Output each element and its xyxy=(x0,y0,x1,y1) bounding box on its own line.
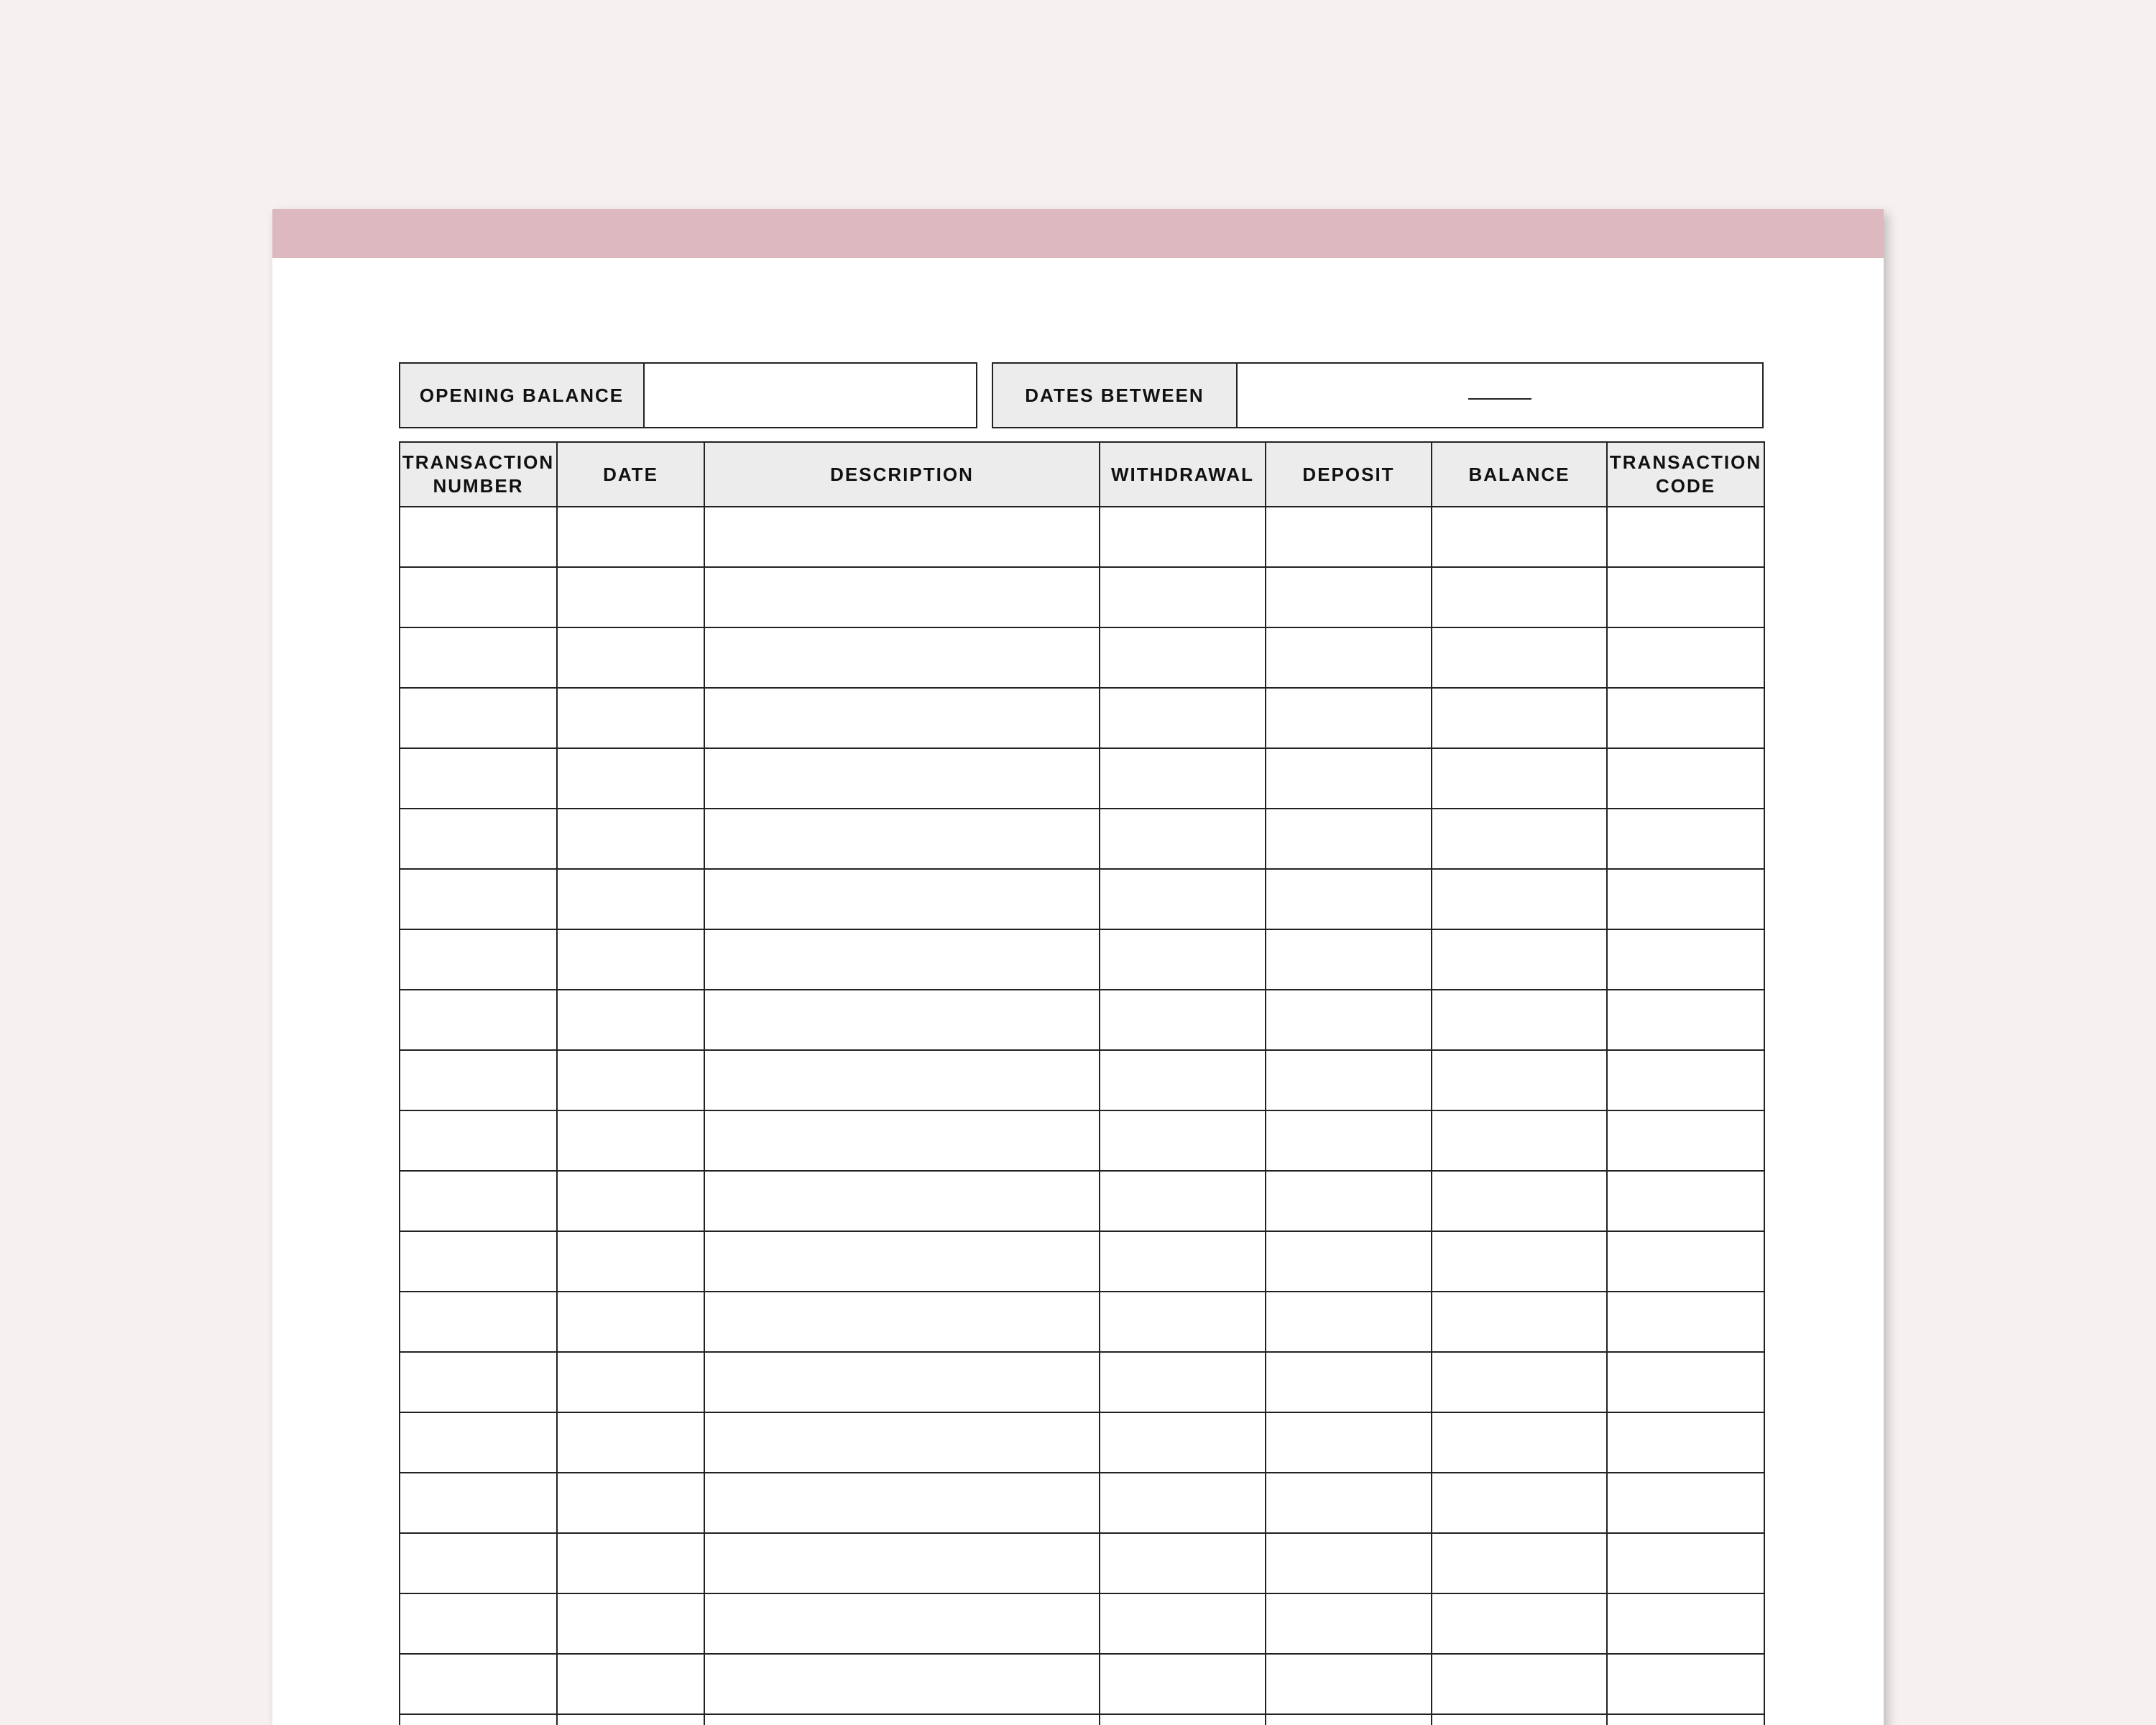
cell-description[interactable] xyxy=(704,1473,1100,1533)
cell-description[interactable] xyxy=(704,1593,1100,1654)
cell-description[interactable] xyxy=(704,567,1100,627)
cell-date[interactable] xyxy=(557,929,704,990)
cell-withdrawal[interactable] xyxy=(1100,1231,1266,1292)
cell-date[interactable] xyxy=(557,1292,704,1352)
table-row xyxy=(400,1110,1764,1171)
column-header-transaction-number: TRANSACTION NUMBER xyxy=(400,442,557,507)
cell-transaction-number[interactable] xyxy=(400,1473,557,1533)
table-row xyxy=(400,1593,1764,1654)
table-row xyxy=(400,1352,1764,1412)
cell-deposit[interactable] xyxy=(1266,1593,1432,1654)
cell-transaction-number[interactable] xyxy=(400,869,557,929)
table-row xyxy=(400,507,1764,567)
table-row xyxy=(400,1412,1764,1473)
table-row xyxy=(400,1231,1764,1292)
cell-deposit[interactable] xyxy=(1266,1171,1432,1231)
opening-balance-field[interactable] xyxy=(645,364,976,427)
cell-deposit[interactable] xyxy=(1266,1533,1432,1593)
ledger-sheet xyxy=(272,209,1884,1725)
table-row xyxy=(400,1050,1764,1110)
cell-transaction-number[interactable] xyxy=(400,567,557,627)
cell-transaction-code[interactable] xyxy=(1607,748,1764,809)
cell-description[interactable] xyxy=(704,1171,1100,1231)
cell-description[interactable] xyxy=(704,1654,1100,1714)
cell-description[interactable] xyxy=(704,869,1100,929)
cell-deposit[interactable] xyxy=(1266,1412,1432,1473)
cell-balance[interactable] xyxy=(1432,1533,1607,1593)
cell-transaction-number[interactable] xyxy=(400,1231,557,1292)
cell-transaction-number[interactable] xyxy=(400,1412,557,1473)
cell-transaction-code[interactable] xyxy=(1607,1050,1764,1110)
cell-description[interactable] xyxy=(704,627,1100,688)
table-row xyxy=(400,929,1764,990)
cell-deposit[interactable] xyxy=(1266,1231,1432,1292)
cell-balance[interactable] xyxy=(1432,1050,1607,1110)
cell-description[interactable] xyxy=(704,1714,1100,1725)
cell-balance[interactable] xyxy=(1432,1412,1607,1473)
cell-deposit[interactable] xyxy=(1266,929,1432,990)
cell-description[interactable] xyxy=(704,990,1100,1050)
cell-balance[interactable] xyxy=(1432,809,1607,869)
cell-deposit[interactable] xyxy=(1266,748,1432,809)
table-body xyxy=(400,507,1764,1725)
cell-withdrawal[interactable] xyxy=(1100,567,1266,627)
cell-deposit[interactable] xyxy=(1266,1110,1432,1171)
cell-transaction-code[interactable] xyxy=(1607,1533,1764,1593)
dates-between-field[interactable] xyxy=(1238,364,1762,427)
cell-transaction-code[interactable] xyxy=(1607,1654,1764,1714)
cell-deposit[interactable] xyxy=(1266,990,1432,1050)
cell-transaction-code[interactable] xyxy=(1607,809,1764,869)
cell-description[interactable] xyxy=(704,809,1100,869)
cell-date[interactable] xyxy=(557,1050,704,1110)
column-header-withdrawal: WITHDRAWAL xyxy=(1100,442,1266,507)
cell-transaction-number[interactable] xyxy=(400,627,557,688)
cell-deposit[interactable] xyxy=(1266,1050,1432,1110)
dates-between-label: DATES BETWEEN xyxy=(993,364,1238,427)
cell-transaction-number[interactable] xyxy=(400,809,557,869)
cell-withdrawal[interactable] xyxy=(1100,1473,1266,1533)
cell-balance[interactable] xyxy=(1432,1593,1607,1654)
cell-date[interactable] xyxy=(557,1352,704,1412)
cell-withdrawal[interactable] xyxy=(1100,869,1266,929)
cell-date[interactable] xyxy=(557,1231,704,1292)
cell-balance[interactable] xyxy=(1432,990,1607,1050)
cell-date[interactable] xyxy=(557,627,704,688)
cell-withdrawal[interactable] xyxy=(1100,1171,1266,1231)
cell-date[interactable] xyxy=(557,1171,704,1231)
cell-balance[interactable] xyxy=(1432,929,1607,990)
cell-transaction-number[interactable] xyxy=(400,1533,557,1593)
cell-deposit[interactable] xyxy=(1266,1352,1432,1412)
cell-transaction-code[interactable] xyxy=(1607,1593,1764,1654)
cell-date[interactable] xyxy=(557,507,704,567)
cell-balance[interactable] xyxy=(1432,1292,1607,1352)
cell-withdrawal[interactable] xyxy=(1100,1050,1266,1110)
cell-transaction-code[interactable] xyxy=(1607,1412,1764,1473)
transaction-table xyxy=(399,441,1765,1725)
column-header-transaction-code: TRANSACTION CODE xyxy=(1607,442,1764,507)
table-row xyxy=(400,1714,1764,1725)
cell-deposit[interactable] xyxy=(1266,869,1432,929)
cell-withdrawal[interactable] xyxy=(1100,809,1266,869)
cell-balance[interactable] xyxy=(1432,1654,1607,1714)
cell-date[interactable] xyxy=(557,869,704,929)
cell-withdrawal[interactable] xyxy=(1100,1654,1266,1714)
cell-withdrawal[interactable] xyxy=(1100,1593,1266,1654)
cell-balance[interactable] xyxy=(1432,688,1607,748)
cell-deposit[interactable] xyxy=(1266,567,1432,627)
cell-description[interactable] xyxy=(704,748,1100,809)
cell-description[interactable] xyxy=(704,507,1100,567)
column-header-date: DATE xyxy=(557,442,704,507)
table-row xyxy=(400,567,1764,627)
cell-transaction-code[interactable] xyxy=(1607,929,1764,990)
cell-transaction-number[interactable] xyxy=(400,1110,557,1171)
cell-transaction-code[interactable] xyxy=(1607,869,1764,929)
cell-description[interactable] xyxy=(704,1292,1100,1352)
cell-deposit[interactable] xyxy=(1266,507,1432,567)
opening-balance-label: OPENING BALANCE xyxy=(400,364,645,427)
cell-transaction-number[interactable] xyxy=(400,1593,557,1654)
cell-balance[interactable] xyxy=(1432,567,1607,627)
table-row xyxy=(400,809,1764,869)
cell-date[interactable] xyxy=(557,1533,704,1593)
cell-date[interactable] xyxy=(557,1473,704,1533)
cell-transaction-number[interactable] xyxy=(400,1714,557,1725)
cell-deposit[interactable] xyxy=(1266,688,1432,748)
cell-description[interactable] xyxy=(704,1352,1100,1412)
cell-transaction-number[interactable] xyxy=(400,929,557,990)
cell-withdrawal[interactable] xyxy=(1100,748,1266,809)
cell-transaction-code[interactable] xyxy=(1607,1714,1764,1725)
opening-balance-box xyxy=(399,362,977,428)
cell-withdrawal[interactable] xyxy=(1100,1412,1266,1473)
table-row xyxy=(400,1473,1764,1533)
cell-withdrawal[interactable] xyxy=(1100,929,1266,990)
cell-deposit[interactable] xyxy=(1266,1292,1432,1352)
cell-date[interactable] xyxy=(557,1593,704,1654)
cell-balance[interactable] xyxy=(1432,748,1607,809)
table-row xyxy=(400,688,1764,748)
table-row xyxy=(400,1171,1764,1231)
cell-date[interactable] xyxy=(557,748,704,809)
cell-date[interactable] xyxy=(557,688,704,748)
table-row xyxy=(400,748,1764,809)
cell-balance[interactable] xyxy=(1432,1352,1607,1412)
table-row xyxy=(400,1292,1764,1352)
column-header-description: DESCRIPTION xyxy=(704,442,1100,507)
cell-description[interactable] xyxy=(704,1050,1100,1110)
cell-description[interactable] xyxy=(704,1110,1100,1171)
cell-deposit[interactable] xyxy=(1266,809,1432,869)
cell-deposit[interactable] xyxy=(1266,1714,1432,1725)
column-header-deposit: DEPOSIT xyxy=(1266,442,1432,507)
cell-description[interactable] xyxy=(704,929,1100,990)
column-header-balance: BALANCE xyxy=(1432,442,1607,507)
cell-balance[interactable] xyxy=(1432,507,1607,567)
cell-transaction-number[interactable] xyxy=(400,748,557,809)
cell-transaction-number[interactable] xyxy=(400,1050,557,1110)
cell-deposit[interactable] xyxy=(1266,1473,1432,1533)
cell-transaction-number[interactable] xyxy=(400,1352,557,1412)
date-range-separator xyxy=(1468,398,1531,400)
cell-withdrawal[interactable] xyxy=(1100,1533,1266,1593)
cell-transaction-code[interactable] xyxy=(1607,688,1764,748)
table-row xyxy=(400,627,1764,688)
cell-withdrawal[interactable] xyxy=(1100,1110,1266,1171)
cell-description[interactable] xyxy=(704,1231,1100,1292)
cell-transaction-code[interactable] xyxy=(1607,1473,1764,1533)
cell-deposit[interactable] xyxy=(1266,627,1432,688)
cell-transaction-code[interactable] xyxy=(1607,1292,1764,1352)
cell-balance[interactable] xyxy=(1432,1110,1607,1171)
cell-withdrawal[interactable] xyxy=(1100,507,1266,567)
cell-transaction-number[interactable] xyxy=(400,1171,557,1231)
table-row xyxy=(400,1533,1764,1593)
table-row xyxy=(400,1654,1764,1714)
cell-transaction-number[interactable] xyxy=(400,1654,557,1714)
cell-date[interactable] xyxy=(557,990,704,1050)
cell-withdrawal[interactable] xyxy=(1100,627,1266,688)
cell-date[interactable] xyxy=(557,1412,704,1473)
table-header-row xyxy=(400,442,1764,507)
cell-transaction-number[interactable] xyxy=(400,990,557,1050)
cell-withdrawal[interactable] xyxy=(1100,1714,1266,1725)
table-row xyxy=(400,990,1764,1050)
cell-transaction-code[interactable] xyxy=(1607,567,1764,627)
cell-date[interactable] xyxy=(557,1110,704,1171)
cell-balance[interactable] xyxy=(1432,1714,1607,1725)
cell-balance[interactable] xyxy=(1432,869,1607,929)
header-accent-band xyxy=(272,209,1884,258)
cell-date[interactable] xyxy=(557,1714,704,1725)
cell-transaction-code[interactable] xyxy=(1607,507,1764,567)
cell-transaction-number[interactable] xyxy=(400,688,557,748)
cell-balance[interactable] xyxy=(1432,627,1607,688)
cell-description[interactable] xyxy=(704,1412,1100,1473)
cell-withdrawal[interactable] xyxy=(1100,990,1266,1050)
cell-balance[interactable] xyxy=(1432,1171,1607,1231)
cell-transaction-number[interactable] xyxy=(400,507,557,567)
dates-between-box xyxy=(992,362,1764,428)
cell-balance[interactable] xyxy=(1432,1473,1607,1533)
cell-withdrawal[interactable] xyxy=(1100,1292,1266,1352)
cell-date[interactable] xyxy=(557,809,704,869)
cell-transaction-code[interactable] xyxy=(1607,990,1764,1050)
cell-transaction-code[interactable] xyxy=(1607,1171,1764,1231)
cell-date[interactable] xyxy=(557,1654,704,1714)
table-row xyxy=(400,869,1764,929)
cell-transaction-code[interactable] xyxy=(1607,627,1764,688)
cell-transaction-number[interactable] xyxy=(400,1292,557,1352)
cell-description[interactable] xyxy=(704,1533,1100,1593)
cell-transaction-code[interactable] xyxy=(1607,1352,1764,1412)
cell-date[interactable] xyxy=(557,567,704,627)
cell-balance[interactable] xyxy=(1432,1231,1607,1292)
cell-withdrawal[interactable] xyxy=(1100,688,1266,748)
cell-transaction-code[interactable] xyxy=(1607,1110,1764,1171)
cell-deposit[interactable] xyxy=(1266,1654,1432,1714)
cell-description[interactable] xyxy=(704,688,1100,748)
cell-transaction-code[interactable] xyxy=(1607,1231,1764,1292)
cell-withdrawal[interactable] xyxy=(1100,1352,1266,1412)
